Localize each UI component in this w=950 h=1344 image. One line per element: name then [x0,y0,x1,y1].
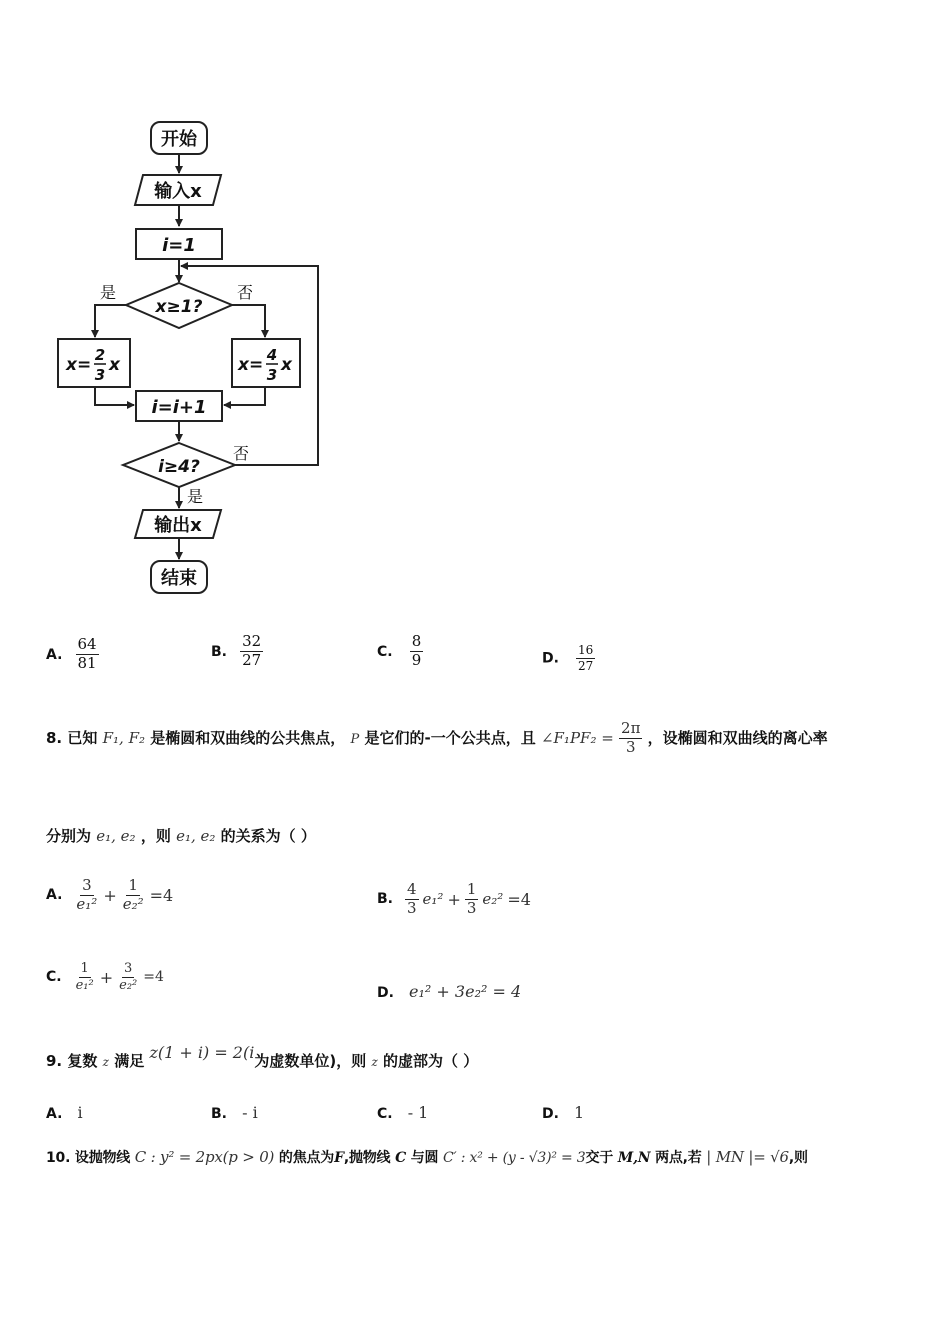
fraction: $\frac{1}{3}$ [466,880,477,917]
q7-option-b[interactable] [211,634,263,669]
q9-stem: 9. 复数 z 满足 z(1 + i) = 2(i为虚数单位)，则 z 的虚部为（ ） [46,1043,479,1070]
fraction: $\frac{16}{27}$ [578,643,594,673]
q9-option-c[interactable]: C. - 1 [377,1103,429,1122]
output-text: 输出x [154,515,202,536]
option-label: B. [211,1106,227,1122]
left-den: 3 [94,366,106,384]
right-var: x [281,355,292,375]
q8-stem-line1: 8. 已知 F₁, F₂ 是椭圆和双曲线的公共焦点， P 是它们的-一个公共点，且 ∠F₁PF₂ = $\frac{2\pi}{3}$ ，设椭圆和双曲线的离心率 [46,719,828,756]
cond1-text: x≥1? [155,297,203,317]
option-label: A. [46,646,63,663]
q8-stem-line2: 分别为 e₁, e₂ ，则 e₁, e₂ 的关系为（ ） [46,827,316,845]
end-text: 结束 [161,568,197,589]
left-lhs: x= [66,355,92,375]
incr-text: i=i+1 [151,397,207,418]
fraction: $\frac{1}{\text{e₁²}}$ [75,961,94,993]
right-num: 4 [266,346,278,364]
init-text: i=1 [162,235,196,256]
question-number: 9. [46,1052,63,1070]
q8-option-c[interactable]: C. $\frac{1}{\text{e₁²}}$ + $\frac{3}{\text{e₂²}}$ =4 [46,961,164,993]
q9-option-b[interactable]: B. - i [211,1103,258,1122]
q9-option-d[interactable]: D. 1 [542,1103,585,1122]
q7-option-d[interactable] [542,644,595,672]
fraction: $\frac{1}{\text{e₂²}}$ [122,876,144,913]
q8-option-a[interactable]: A. $\frac{3}{\text{e₁²}}$ + $\frac{1}{\text{e₂²}}$ =4 [46,876,174,913]
option-label: D. [542,1106,559,1122]
left-var: x [109,355,120,375]
question-number: 10. [46,1150,71,1166]
option-label: D. [377,985,394,1001]
fraction: $\frac{3}{\text{e₂²}}$ [119,961,138,993]
option-label: B. [211,643,227,660]
fraction: $\frac{3}{\text{e₁²}}$ [76,876,98,913]
angle-fraction: $\frac{2\pi}{3}$ [621,719,641,756]
option-label: B. [377,891,393,908]
fraction: $\frac{8}{9}$ [411,632,422,669]
q10-stem: 10. 设抛物线 C : y² = 2px(p > 0) 的焦点为F,抛物线 C 与圆 C′ : x² + (y - √3)² = 3交于 M,N 两点,若 | MN |= √6,则 [46,1148,808,1166]
fraction: $\frac{32}{27}$ [242,632,262,669]
no-label-2: 否 [233,444,250,463]
option-label: C. [46,969,62,986]
q8-option-d[interactable]: D. e₁² + 3e₂² = 4 [377,982,522,1001]
right-den: 3 [266,366,278,384]
fraction: $\frac{64}{81}$ [77,635,97,672]
option-label: D. [542,650,559,667]
q9-option-a[interactable]: A. i [46,1103,83,1122]
flowchart [0,0,360,610]
left-num: 2 [94,346,106,364]
q7-option-a[interactable] [46,637,99,672]
cond2-text: i≥4? [158,457,200,477]
right-lhs: x= [238,355,264,375]
yes-label-1: 是 [100,283,117,302]
start-text: 开始 [161,129,197,150]
option-label: A. [46,887,63,904]
input-text: 输入x [154,181,202,202]
option-label: C. [377,1106,393,1122]
question-number: 8. [46,728,63,747]
q8-option-b[interactable]: B. $\frac{4}{3}$ e₁² + $\frac{1}{3}$ e₂² =4 [377,880,531,917]
fraction: $\frac{4}{3}$ [407,880,417,917]
option-label: A. [46,1106,63,1122]
q7-option-c[interactable] [377,634,423,669]
yes-label-2: 是 [187,487,204,506]
no-label-1: 否 [237,283,254,302]
option-label: C. [377,643,393,660]
